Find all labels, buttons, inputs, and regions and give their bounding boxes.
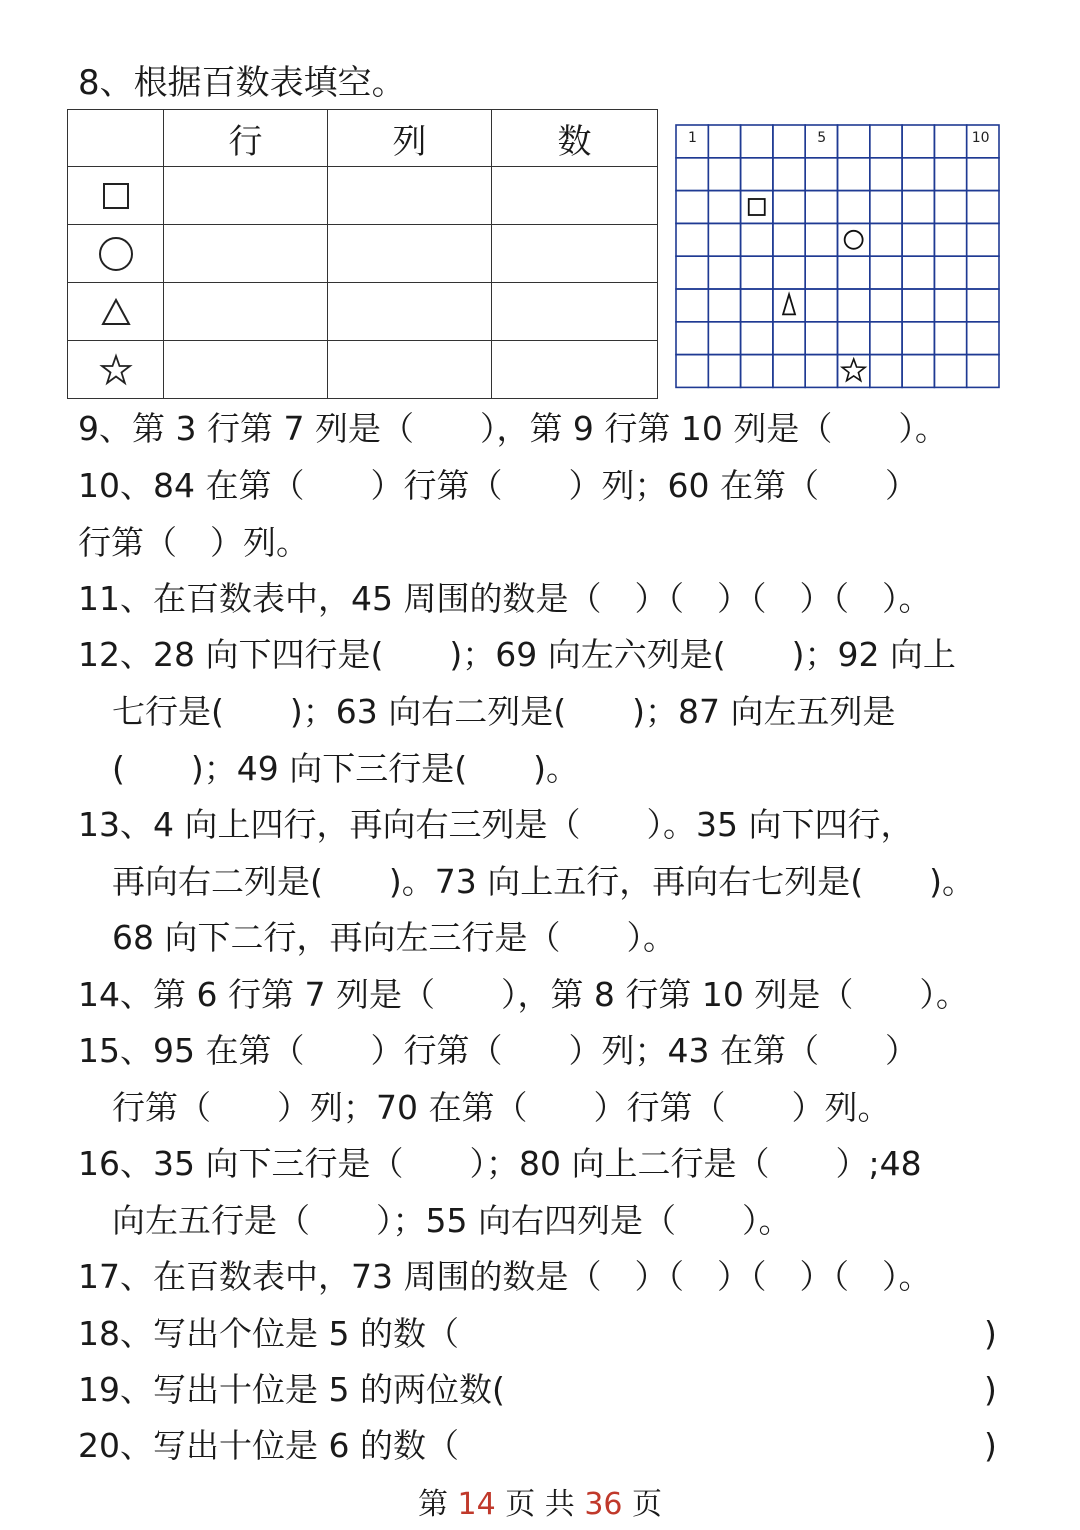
question-15: 15、95 在第（ ）行第（ ）列；43 在第（ ） <box>78 1031 918 1070</box>
grid-cell <box>870 191 902 224</box>
grid-cell <box>676 322 708 355</box>
question-10-continued: 行第（ ）列。 <box>78 523 309 562</box>
grid-cell <box>741 223 773 256</box>
question-10: 10、84 在第（ ）行第（ ）列；60 在第（ ） <box>78 466 918 505</box>
grid-cell <box>805 158 837 191</box>
hundred-chart-grid <box>674 123 1000 393</box>
question-19: 19、写出十位是 5 的两位数( <box>78 1370 505 1409</box>
grid-cell <box>902 191 934 224</box>
answer-cell[interactable] <box>164 283 328 341</box>
grid-cell <box>838 125 870 158</box>
grid-cell <box>741 289 773 322</box>
question-16: 16、35 向下三行是（ ）；80 向上二行是（ ）;48 <box>78 1144 922 1183</box>
current-page-number: 14 <box>457 1487 496 1522</box>
square-icon <box>68 167 164 225</box>
grid-cell <box>870 125 902 158</box>
question-8-title: 8、根据百数表填空。 <box>78 63 406 103</box>
question-11: 11、在百数表中，45 周围的数是（ ）（ ）（ ）（ ）。 <box>78 579 932 618</box>
grid-cell <box>708 158 740 191</box>
question-13-continued: 68 向下二行，再向左三行是（ ）。 <box>112 918 676 957</box>
answer-cell[interactable] <box>492 341 658 399</box>
answer-cell[interactable] <box>492 225 658 283</box>
table-header-row-label: 行 <box>164 110 328 167</box>
grid-cell <box>967 355 999 388</box>
question-17: 17、在百数表中，73 周围的数是（ ）（ ）（ ）（ ）。 <box>78 1257 932 1296</box>
question-16-continued: 向左五行是（ ）；55 向右四列是（ ）。 <box>112 1201 792 1240</box>
grid-cell <box>838 223 870 256</box>
grid-cell <box>934 125 966 158</box>
grid-cell <box>741 256 773 289</box>
table-header-column-label: 列 <box>328 110 492 167</box>
answer-cell[interactable] <box>164 225 328 283</box>
grid-cell <box>838 289 870 322</box>
table-row <box>68 225 658 283</box>
grid-cell <box>676 158 708 191</box>
grid-cell <box>805 289 837 322</box>
grid-cell <box>708 191 740 224</box>
question-13-continued: 再向右二列是( )。73 向上五行，再向右七列是( )。 <box>112 862 975 901</box>
triangle-icon <box>68 283 164 341</box>
grid-cell <box>773 322 805 355</box>
grid-cell <box>967 289 999 322</box>
grid-cell <box>805 191 837 224</box>
grid-cell <box>676 355 708 388</box>
grid-cell <box>902 158 934 191</box>
question-15-continued: 行第（ ）列；70 在第（ ）行第（ ）列。 <box>112 1088 891 1127</box>
grid-cell <box>870 355 902 388</box>
grid-column-label: 1 <box>688 130 697 146</box>
grid-cell <box>741 125 773 158</box>
table-row <box>68 341 658 399</box>
grid-cell <box>934 191 966 224</box>
grid-cell <box>934 223 966 256</box>
table-row <box>68 167 658 225</box>
answer-blank-close: ) <box>984 1370 997 1409</box>
grid-cell <box>773 125 805 158</box>
grid-cell <box>967 191 999 224</box>
grid-cell <box>934 355 966 388</box>
grid-cell <box>708 289 740 322</box>
grid-cell <box>741 158 773 191</box>
question-12-continued: ( )；49 向下三行是( )。 <box>112 749 579 788</box>
circle-icon <box>68 225 164 283</box>
answer-cell[interactable] <box>492 283 658 341</box>
grid-cell <box>805 355 837 388</box>
answer-blank-close: ) <box>984 1426 997 1465</box>
grid-cell <box>773 191 805 224</box>
triangle-icon <box>783 294 795 314</box>
question-12-continued: 七行是( )；63 向右二列是( )；87 向左五列是 <box>112 692 896 731</box>
grid-cell <box>805 256 837 289</box>
grid-cell <box>708 125 740 158</box>
grid-cell <box>708 256 740 289</box>
grid-cell <box>934 256 966 289</box>
grid-column-label: 10 <box>971 130 990 146</box>
grid-cell <box>741 355 773 388</box>
footer-middle: 页 共 <box>505 1487 575 1522</box>
grid-cell <box>902 256 934 289</box>
grid-cell <box>838 158 870 191</box>
grid-cell <box>676 223 708 256</box>
grid-cell <box>870 223 902 256</box>
grid-cell <box>902 125 934 158</box>
answer-cell[interactable] <box>164 167 328 225</box>
grid-cell <box>773 355 805 388</box>
grid-cell <box>741 322 773 355</box>
grid-cell <box>934 158 966 191</box>
question-20: 20、写出十位是 6 的数（ <box>78 1426 459 1465</box>
answer-cell[interactable] <box>328 341 492 399</box>
grid-cell <box>838 191 870 224</box>
grid-cell <box>676 256 708 289</box>
question-13: 13、4 向上四行，再向右三列是（ ）。35 向下四行， <box>78 805 914 844</box>
answer-cell[interactable] <box>492 167 658 225</box>
grid-cell <box>676 191 708 224</box>
grid-cell <box>870 256 902 289</box>
grid-cell <box>967 158 999 191</box>
grid-cell <box>902 289 934 322</box>
question-18: 18、写出个位是 5 的数（ <box>78 1314 459 1353</box>
answer-cell[interactable] <box>328 167 492 225</box>
grid-cell <box>934 289 966 322</box>
page-footer <box>0 1480 1080 1530</box>
grid-cell <box>773 256 805 289</box>
grid-cell <box>934 322 966 355</box>
answer-cell[interactable] <box>328 283 492 341</box>
answer-blank-close: ) <box>984 1314 997 1353</box>
grid-cell <box>967 256 999 289</box>
grid-cell <box>967 223 999 256</box>
table-row <box>68 283 658 341</box>
grid-cell <box>838 256 870 289</box>
grid-cell <box>773 223 805 256</box>
grid-cell <box>902 223 934 256</box>
grid-cell <box>902 322 934 355</box>
hundred-chart-svg <box>674 123 1000 389</box>
grid-cell <box>708 223 740 256</box>
grid-cell <box>870 322 902 355</box>
grid-cell <box>676 289 708 322</box>
answer-cell[interactable] <box>328 225 492 283</box>
star-icon <box>68 341 164 399</box>
grid-cell <box>902 355 934 388</box>
question-14: 14、第 6 行第 7 列是（ ），第 8 行第 10 列是（ ）。 <box>78 975 969 1014</box>
circle-icon <box>845 231 863 249</box>
grid-cell <box>805 223 837 256</box>
footer-suffix: 页 <box>632 1487 663 1522</box>
grid-cell <box>773 158 805 191</box>
answer-cell[interactable] <box>164 341 328 399</box>
square-icon <box>749 199 765 215</box>
grid-cell <box>870 158 902 191</box>
table-header-number-label: 数 <box>492 110 658 167</box>
table-header-row <box>68 110 658 167</box>
star-icon <box>842 359 865 381</box>
grid-cell <box>838 322 870 355</box>
grid-cell <box>708 322 740 355</box>
grid-cell <box>805 322 837 355</box>
grid-cell <box>967 322 999 355</box>
total-page-count: 36 <box>584 1487 623 1522</box>
table-header-symbol <box>68 110 164 167</box>
footer-prefix: 第 <box>417 1487 448 1522</box>
grid-cell <box>708 355 740 388</box>
answer-table <box>67 109 658 399</box>
grid-cell <box>741 191 773 224</box>
grid-column-label: 5 <box>817 130 827 146</box>
grid-cell <box>870 289 902 322</box>
question-9: 9、第 3 行第 7 列是（ ），第 9 行第 10 列是（ ）。 <box>78 409 948 448</box>
question-12: 12、28 向下四行是( )；69 向左六列是( )；92 向上 <box>78 635 956 674</box>
